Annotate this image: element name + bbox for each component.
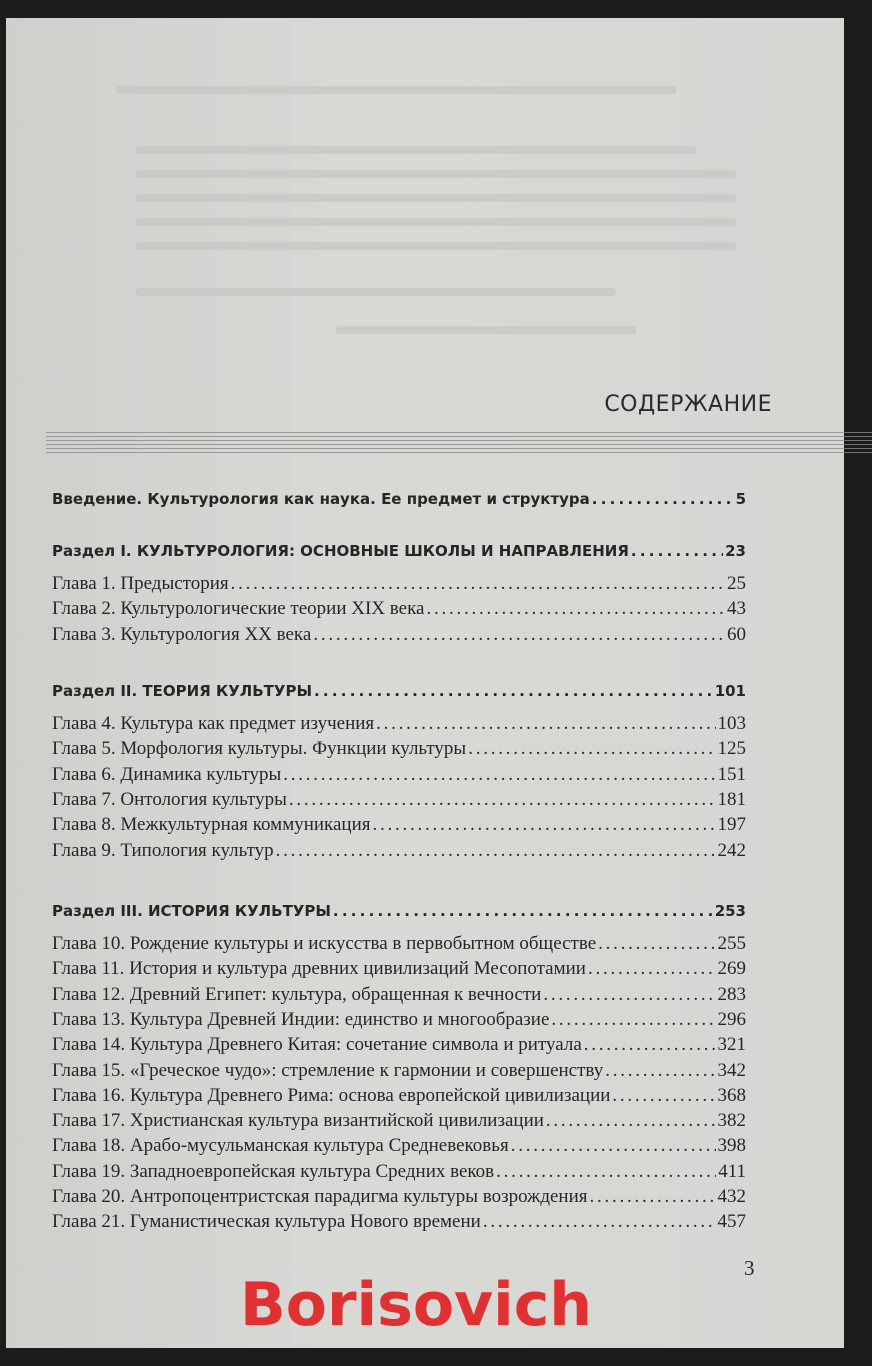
toc-section [52, 680, 746, 702]
toc-page: 242 [717, 839, 746, 861]
toc-page: 411 [718, 1160, 746, 1182]
leader-dots [590, 1186, 716, 1208]
toc-label: Глава 15. «Греческое чудо»: стремление к гармонии и совершенству [52, 1059, 604, 1081]
toc-label: Введение. Культурология как наука. Ее предмет и структура [52, 490, 590, 508]
leader-dots [598, 933, 715, 955]
toc-chapter [52, 624, 746, 646]
toc-chapter [52, 1110, 746, 1132]
toc-label: Глава 12. Древний Египет: культура, обращенная к вечности [52, 983, 542, 1005]
leader-dots [511, 1135, 716, 1157]
toc-label: Глава 18. Арабо-мусульманская культура Средневековья [52, 1135, 509, 1157]
toc-label: Глава 9. Типология культур [52, 839, 274, 861]
toc-chapter [52, 1085, 746, 1107]
toc-label: Глава 1. Предыстория [52, 573, 229, 594]
toc-chapter [52, 1135, 746, 1157]
toc-page: 368 [717, 1084, 746, 1106]
leader-dots [376, 713, 715, 735]
toc-page: 398 [717, 1135, 746, 1157]
toc-label: Глава 19. Западноевропейская культура Средних веков [52, 1160, 495, 1182]
toc-label: Глава 4. Культура как предмет изучения [52, 713, 375, 734]
toc-label: Глава 16. Культура Древнего Рима: основа европейской цивилизации [52, 1084, 611, 1106]
toc-label: Глава 11. История и культура древних цивилизаций Месопотамии [52, 958, 586, 980]
toc-chapter [52, 789, 746, 811]
toc-page: 253 [714, 902, 746, 920]
toc-chapter [52, 1186, 746, 1208]
leader-dots [289, 789, 716, 811]
toc-label: Раздел I. КУЛЬТУРОЛОГИЯ: ОСНОВНЫЕ ШКОЛЫ И НАПРАВЛЕНИЯ [52, 542, 629, 560]
toc-page: 125 [717, 738, 746, 760]
leader-dots [546, 1110, 716, 1132]
toc-page: 5 [735, 490, 746, 508]
toc-label: Глава 7. Онтология культуры [52, 788, 287, 810]
toc-label: Раздел III. ИСТОРИЯ КУЛЬТУРЫ [52, 902, 331, 920]
toc-label: Глава 14. Культура Древнего Китая: сочетание символа и ритуала [52, 1034, 582, 1056]
leader-dots [543, 984, 715, 1006]
leader-dots [483, 1211, 716, 1233]
toc-section [52, 540, 746, 562]
bleed-through-text [136, 218, 736, 226]
toc-chapter [52, 958, 746, 980]
leader-dots [631, 540, 723, 562]
toc-intro [52, 488, 746, 510]
toc-chapter [52, 1211, 746, 1233]
toc-page: 181 [717, 788, 746, 810]
leader-dots [231, 573, 725, 595]
leader-dots [496, 1161, 716, 1183]
toc-page: 457 [717, 1211, 746, 1233]
toc-label: Глава 6. Динамика культуры [52, 763, 282, 785]
toc-page: 197 [717, 814, 746, 836]
leader-dots [551, 1009, 715, 1031]
toc-label: Глава 20. Антропоцентристская парадигма культуры возрождения [52, 1186, 588, 1207]
watermark: Borisovich [240, 1270, 593, 1340]
bleed-through-text [116, 86, 676, 94]
leader-dots [592, 488, 734, 510]
toc-page: 25 [727, 573, 746, 594]
toc-label: Глава 5. Морфология культуры. Функции культуры [52, 738, 467, 760]
toc-chapter [52, 1060, 746, 1082]
toc-page: 23 [725, 542, 746, 560]
toc-page: 255 [717, 933, 746, 954]
leader-dots [605, 1060, 715, 1082]
toc-chapter [52, 573, 746, 595]
toc-page: 296 [717, 1008, 746, 1030]
leader-dots [588, 958, 716, 980]
toc-chapter [52, 598, 746, 620]
leader-dots [584, 1034, 716, 1056]
bleed-through-text [136, 170, 736, 178]
toc-chapter [52, 814, 746, 836]
toc-label: Глава 10. Рождение культуры и искусства в первобытном обществе [52, 933, 597, 954]
toc-page: 101 [714, 682, 746, 700]
toc-label: Глава 17. Христианская культура византийской цивилизации [52, 1110, 544, 1132]
bleed-through-text [136, 288, 616, 296]
toc-label: Раздел II. ТЕОРИЯ КУЛЬТУРЫ [52, 682, 313, 700]
page-title: СОДЕРЖАНИЕ [604, 392, 772, 417]
toc-page: 151 [717, 763, 746, 785]
toc-chapter [52, 933, 746, 955]
leader-dots [426, 598, 725, 620]
toc-chapter [52, 738, 746, 760]
bleed-through-text [136, 242, 736, 250]
toc-page: 43 [727, 598, 746, 620]
toc-chapter [52, 1034, 746, 1056]
leader-dots [373, 814, 716, 836]
leader-dots [468, 738, 715, 760]
bleed-through-text [136, 194, 736, 202]
leader-dots [333, 900, 713, 922]
leader-dots [313, 624, 725, 646]
toc-label: Глава 13. Культура Древней Индии: единство и многообразие [52, 1008, 550, 1030]
toc-label: Глава 3. Культурология XX века [52, 623, 312, 645]
toc-page: 432 [717, 1186, 746, 1207]
toc-chapter [52, 984, 746, 1006]
toc-page: 269 [717, 958, 746, 980]
bleed-through-text [136, 146, 696, 154]
toc-page: 283 [717, 983, 746, 1005]
toc-chapter [52, 1009, 746, 1031]
toc-chapter [52, 840, 746, 862]
toc-section [52, 900, 746, 922]
toc-page: 382 [717, 1110, 746, 1132]
toc-label: Глава 8. Межкультурная коммуникация [52, 814, 371, 836]
toc-label: Глава 21. Гуманистическая культура Нового времени [52, 1211, 481, 1233]
decorative-rule [46, 432, 872, 456]
toc-page: 321 [717, 1034, 746, 1056]
page-number: 3 [744, 1256, 755, 1280]
toc-chapter [52, 764, 746, 786]
toc-page: 103 [717, 713, 746, 734]
leader-dots [283, 764, 715, 786]
toc-label: Глава 2. Культурологические теории XIX века [52, 598, 425, 620]
toc-page: 342 [717, 1059, 746, 1081]
leader-dots [314, 680, 713, 702]
toc-page: 60 [727, 623, 746, 645]
leader-dots [276, 840, 716, 862]
toc-chapter [52, 713, 746, 735]
leader-dots [612, 1085, 715, 1107]
toc-chapter [52, 1161, 746, 1183]
bleed-through-text [336, 326, 636, 334]
